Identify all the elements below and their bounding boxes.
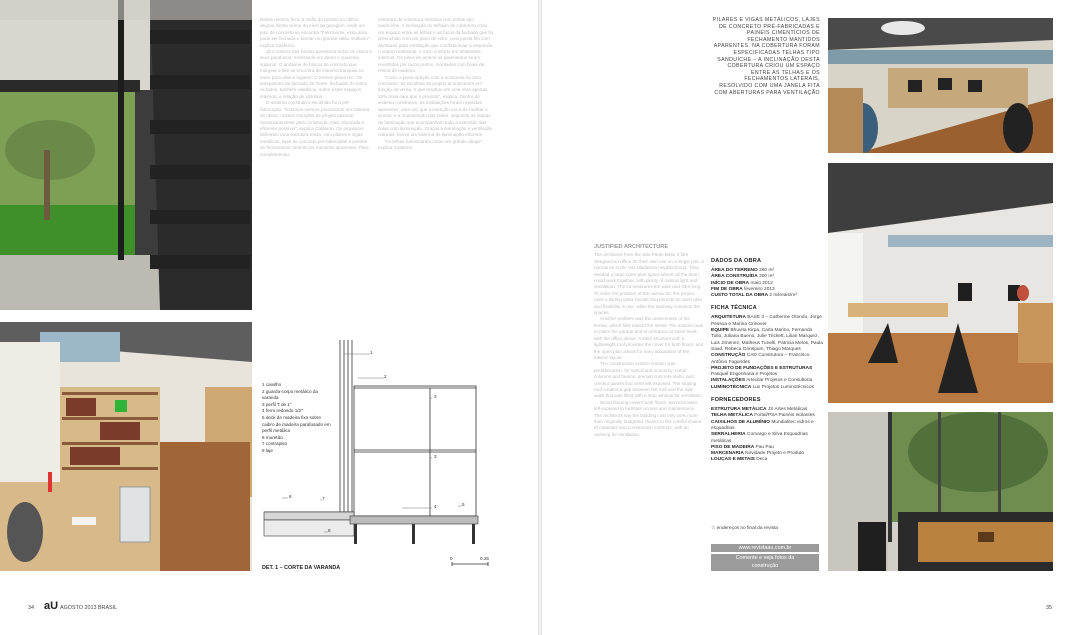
supplier-row: CAIXILHOS DE ALUMÍNIO Mundialitec vidros e esquadrias (711, 419, 814, 431)
fact-row: INÍCIO DE OBRA maio 2012 (711, 280, 773, 286)
fact-row: ÁREA DO TERRENO 260 m² (711, 268, 775, 273)
english-paragraph: Another problem was the unevenness of the terrain, which falls toward the street. The solution was to place the garage and an entrance at street level, with the office above. A steel structure with a lightweight roof provides the cover for both floors, and the open plan allows for easy adaptation of the interior layout. (594, 316, 704, 360)
scale-end: 0.25 (480, 556, 489, 561)
legend-item: 6 muretão (262, 434, 283, 440)
supplier-row: MARCENARIA Novidade Projeto e Produto (711, 451, 805, 457)
photo-staircase-courtyard (0, 0, 252, 310)
ficha-list (711, 315, 823, 391)
callout-5: 5 (462, 502, 465, 507)
legend-item: 4 ferro redondo 1/2" (262, 408, 303, 414)
supplier-row: PISO DE MADEIRA Pau Pau (711, 444, 774, 450)
detail-title: DET. 1 – CORTE DA VARANDA (262, 565, 341, 571)
english-paragraph: The architects from the São Paulo-Base 3 firm designed an office for their own use on a single plot, a narrow lot in the Vila Madalena neighborhood. They needed a large open-plan space where all the team could work together, with plenty of natural light and ventilation. The lot measures 8m wide and 33m long. To solve the problem of the narrow lot, the project uses a sliding glass facade that permits an open plan and flexibility in use, while the stairway connects the spaces. (594, 252, 704, 316)
article-paragraph: Nesse mesmo foco, a visão do acesso ao último degrau ilustra acima do nível da garagem, onde um piso de concreto se encontra "Felizmente, essa área pode ser fechada e formar um grande salão mutliuso", explica Calderon. (260, 17, 371, 48)
article-paragraph: O sistema construtivo escolhido foi a pré-fabricação. "Estamos sempre procurando um sistema de obras, nossas soluções de projeto passam necessariamente pela construção mais otimizada e eficiente possível", explica Calderon. Os arquitetos definiram uma estrutura mista, com pilares e vigas metálicos, lajes de concreto pré-fabricadas e painéis de fechamento cimentícios mantidos aparentes. Para complementar, (260, 100, 370, 157)
callout-3b: 3 (434, 454, 437, 459)
dados-title: DADOS DA OBRA (711, 258, 762, 264)
article-column-2 (378, 17, 494, 152)
issue-label: AGOSTO 2013 BRASIL (60, 605, 118, 611)
photo-office-desk-shelves (0, 322, 252, 571)
article-paragraph: estrutura de cobertura metálica com telhas tipo sanduíche. A inclinação do telhado de cobertura criou um espaço entre as telhas e as faces da fachada que foi preenchido com um pano de vidro, uma janela fita com aberturas para ventilação que conforta levar à esquerda o espaço industrial, o meio conforto em ambientes internos. Os pisos de ambos os pavimentos foram revestidos por tacos pretos, montados com finais de resina de madeira. (378, 17, 494, 74)
supplier-row: TELHA METÁLICA Fortal/PSA Painéis Isolantes (711, 413, 815, 419)
callout-7: 7 (322, 496, 325, 501)
english-heading: JUSTIFIED ARCHITECTURE (594, 244, 669, 250)
legend-item: 1 caixilho (262, 382, 282, 387)
credit-row: ARQUITETURA BASE 3 – Catherine Otondo, Jorge Pessoa e Marina Grinover (711, 315, 822, 327)
supplier-row: LOUÇAS E METAIS Deca (711, 457, 768, 463)
magazine-logo: aU (44, 600, 59, 612)
photo-office-workstations (828, 18, 1053, 153)
callout-6: 6 (289, 494, 292, 499)
datasheet (711, 258, 823, 464)
addresses-note: ☆ endereços no final da revista (711, 526, 778, 531)
article-paragraph: "As telhas funcionaram como um grande abajur", explica Calderon. (378, 138, 484, 151)
article-paragraph: "Como a preocupação com a economia foi uma constante, as escolhas de projeto aconteceram em função da verba, e que resultou em uma obra apenas 15% mais cara que o previsto", explica. Dentro do sistema construtivo, as instalações foram mantidas aparentes, uma vez que a intenção era a de facilitar o acesso e a manutenção das redes, seguindo as etapas de fabricação que acompanham toda a extensão das salas com iluminação. Graças à iluminação e ventilação naturais, houve um sistema de iluminação eficiente. (378, 74, 493, 138)
page-gutter (538, 0, 542, 635)
english-paragraph: The construction system chosen was prefabrication, for speed and economy: metal columns and beams, precast concrete slabs, and cement panels that were left exposed. The sloping roof created a gap between the roof and the side walls that was filled with a strip window for ventilation. (594, 361, 704, 399)
fornecedores-list (711, 407, 823, 464)
fornecedores-title: FORNECEDORES (711, 397, 761, 404)
credit-row: INSTALAÇÕES Artecilar Projetos e Consultoria (711, 378, 813, 384)
detail-legend (262, 382, 334, 455)
photo-upper-floor-office (828, 163, 1053, 403)
photo-caption: PILARES E VIGAS METÁLICOS, LAJES DE CONCRETO PRÉ-FABRICADAS E PAINÉIS CIMENTÍCIOS DE FECHAMENTO MANTIDOS APARENTES. NA COBERTURA FORAM ESPECIFICADAS TELHAS TIPO SANDUÍCHE – A INCLINAÇÃO DESTA COBERTURA CRIOU UM ESPAÇO ENTRE AS TELHAS E OS FECHAMENTOS LATERAIS, RESOLVIDO COM UMA JANELA FITA COM ABERTURAS PARA VENTILAÇÃO (712, 17, 820, 96)
credit-row: LUMINOTÉCNICA Lux Projetos Luminotécnicos (711, 384, 814, 390)
english-column (594, 244, 704, 438)
legend-item: 3 perfil T de 1" (262, 401, 292, 407)
article-paragraph: Já o volume dos fundos apresenta todos os ossos e seus parafusos, mostrando um dorso e quarenta superior. O andaime de blocos de concreto que margeia o lote se encontra de maneira tranquila no muro para vilas e lugares. O terreno plano rec. Os antepeitoris da fachada de frente, fechadas de todos os lados, também viabilizou, sobre estes espaços internos, a relação de vizinhos. (260, 49, 372, 99)
scale-start: 0 (450, 556, 453, 561)
callout-1: 1 (370, 350, 373, 355)
ficha-title: FICHA TÉCNICA (711, 305, 757, 312)
credit-row: EQUIPE Bhuvita Kirpa, Carla Marino, Fernando Tulio, Juliana Bueno, Julie Trickett, Lilian Marquez, Luis Jimenez, Matheus Tunelli, Patricia Melos, Paula Saad, Rebeca Grinspum, Thiago Marques (711, 328, 823, 352)
website-link[interactable]: www.revistaau.com.br (711, 544, 819, 552)
english-paragraph: Wood flooring covers both floors. Services were left exposed to facilitate access and maintenance. The architects say the building cost only 15% more than originally budgeted, thanks to the careful choice of materials and construction methods, with an opening for ventilation. (594, 399, 702, 437)
callout-8: 8 (328, 528, 331, 533)
credit-row: CONSTRUÇÃO CAD Construtora – Francisco Antônio Fagundes (711, 353, 810, 365)
page-number-left: 34 (28, 605, 34, 611)
fact-row: CUSTO TOTAL DA OBRA 2 milreais/m² (711, 293, 797, 299)
photo-window-view-trees (828, 412, 1053, 571)
legend-item: 7 contrapiso (262, 441, 288, 447)
callout-2: 2 (384, 374, 387, 379)
supplier-row: ESTRUTURA METÁLICA JS Artes Metálicas (711, 407, 808, 413)
supplier-row: SERRALHERIA Comargo e Silva Esquadrias metálicas (711, 432, 808, 444)
page-number-right: 35 (1046, 605, 1052, 611)
dados-list (711, 268, 823, 299)
fact-row: ÁREA CONSTRUÍDA 200 m² (711, 274, 775, 280)
credit-row: PROJETO DE FUNDAÇÕES E ESTRUTURAS Pasquel Engenharia e Projetos (711, 365, 813, 378)
callout-4: 4 (434, 504, 437, 509)
legend-item: 2 guarda-corpo metálico da varanda (262, 388, 318, 401)
comment-link[interactable]: Comente e veja fotos da construção (711, 554, 819, 571)
detail-drawing (262, 340, 492, 572)
article-column-1 (260, 17, 372, 158)
legend-item: 5 deck de madeira fixo sobre caibro de madeira parafusado em perfil metálico (262, 414, 331, 434)
fact-row: FIM DE OBRA fevereiro 2013 (711, 286, 775, 292)
legend-item: 8 laje (262, 447, 273, 453)
callout-3: 3 (434, 394, 437, 399)
